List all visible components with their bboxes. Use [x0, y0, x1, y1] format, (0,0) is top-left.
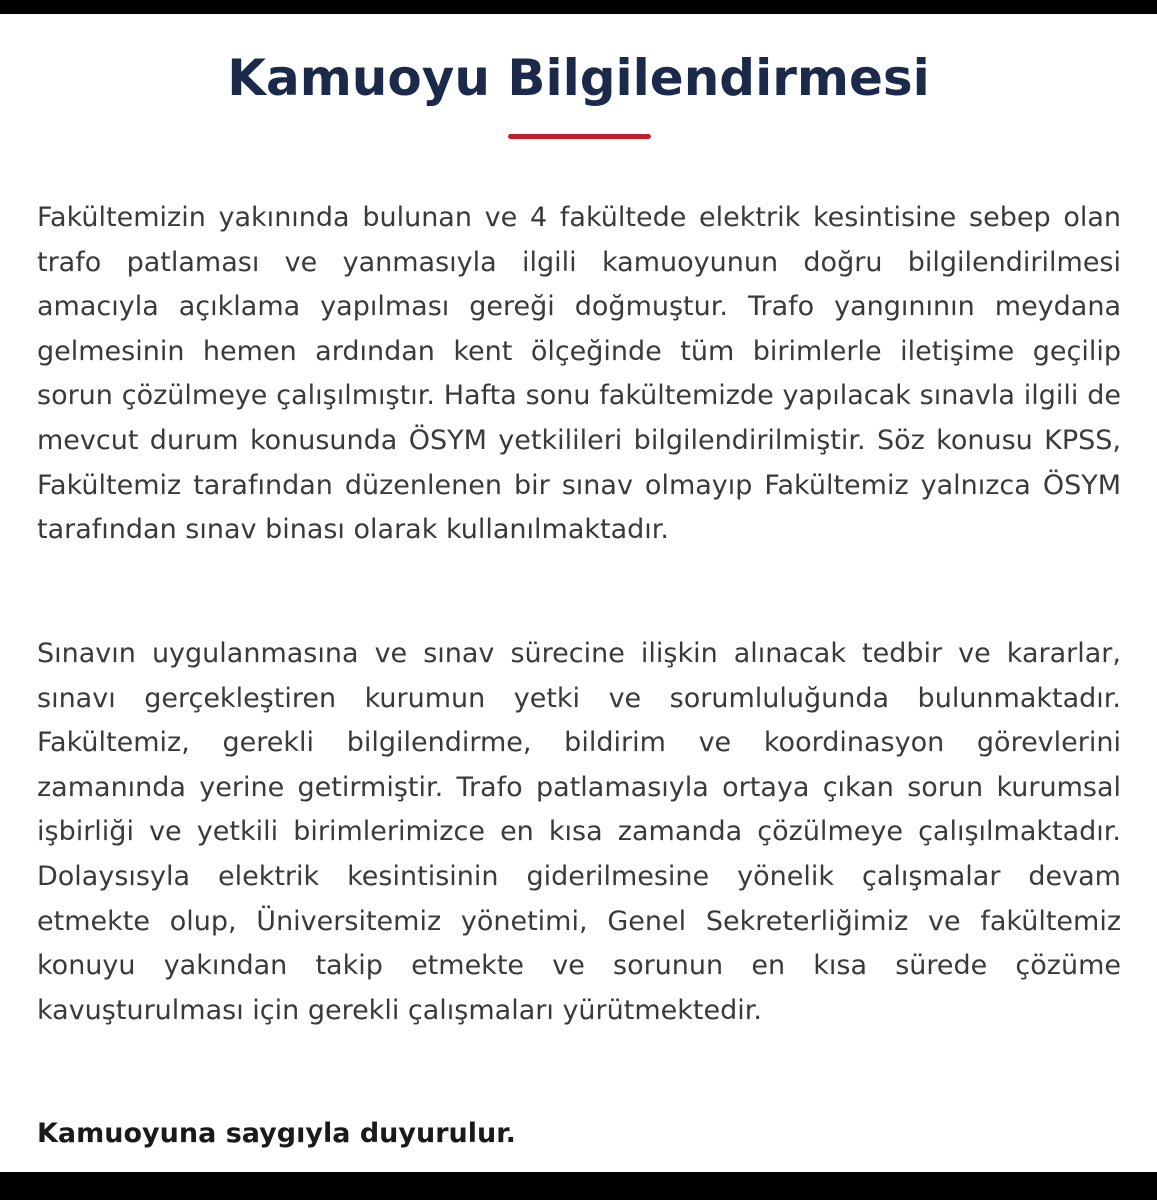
paragraph-1: Fakültemizin yakınında bulunan ve 4 fakültede elektrik kesintisine sebep olan trafo patlaması ve yanmasıyla ilgili kamuoyunun doğru bilgilendirilmesi amacıyla açıklama yapılması gereği doğmuştur. Trafo yangınının meydana gelmesinin hemen ardından kent ölçeğinde tüm birimlerle iletişime geçilip sorun çözülmeye çalışılmıştır. Hafta sonu fakültemizde yapılacak sınavla ilgili de mevcut durum konusunda ÖSYM yetkilileri bilgilendirilmiştir. Söz konusu KPSS, Fakültemiz tarafından düzenlenen bir sınav olmayıp Fakültemiz yalnızca ÖSYM tarafından sınav binası olarak kullanılmaktadır.	[37, 202, 1121, 546]
closing-statement: Kamuoyuna saygıyla duyurulur.	[37, 1118, 516, 1149]
announcement-page	[0, 14, 1157, 1172]
page-title: Kamuoyu Bilgilendirmesi	[227, 49, 930, 107]
title-underline	[508, 134, 651, 139]
paragraph-2: Sınavın uygulanmasına ve sınav sürecine ilişkin alınacak tedbir ve kararlar, sınavı gerçekleştiren kurumun yetki ve sorumluluğunda bulunmaktadır. Fakültemiz, gerekli bilgilendirme, bildirim ve koordinasyon görevlerini zamanında yerine getirmiştir. Trafo patlamasıyla ortaya çıkan sorun kurumsal işbirliği ve yetkili birimlerimizce en kısa zamanda çözülmeye çalışılmaktadır. Dolaysısyla elektrik kesintisinin giderilmesine yönelik çalışmalar devam etmekte olup, Üniversitemiz yönetimi, Genel Sekreterliğimiz ve fakültemiz konuyu yakından takip etmekte ve sorunun en kısa sürede çözüme kavuşturulması için gerekli çalışmaları yürütmektedir.	[37, 638, 1121, 1026]
